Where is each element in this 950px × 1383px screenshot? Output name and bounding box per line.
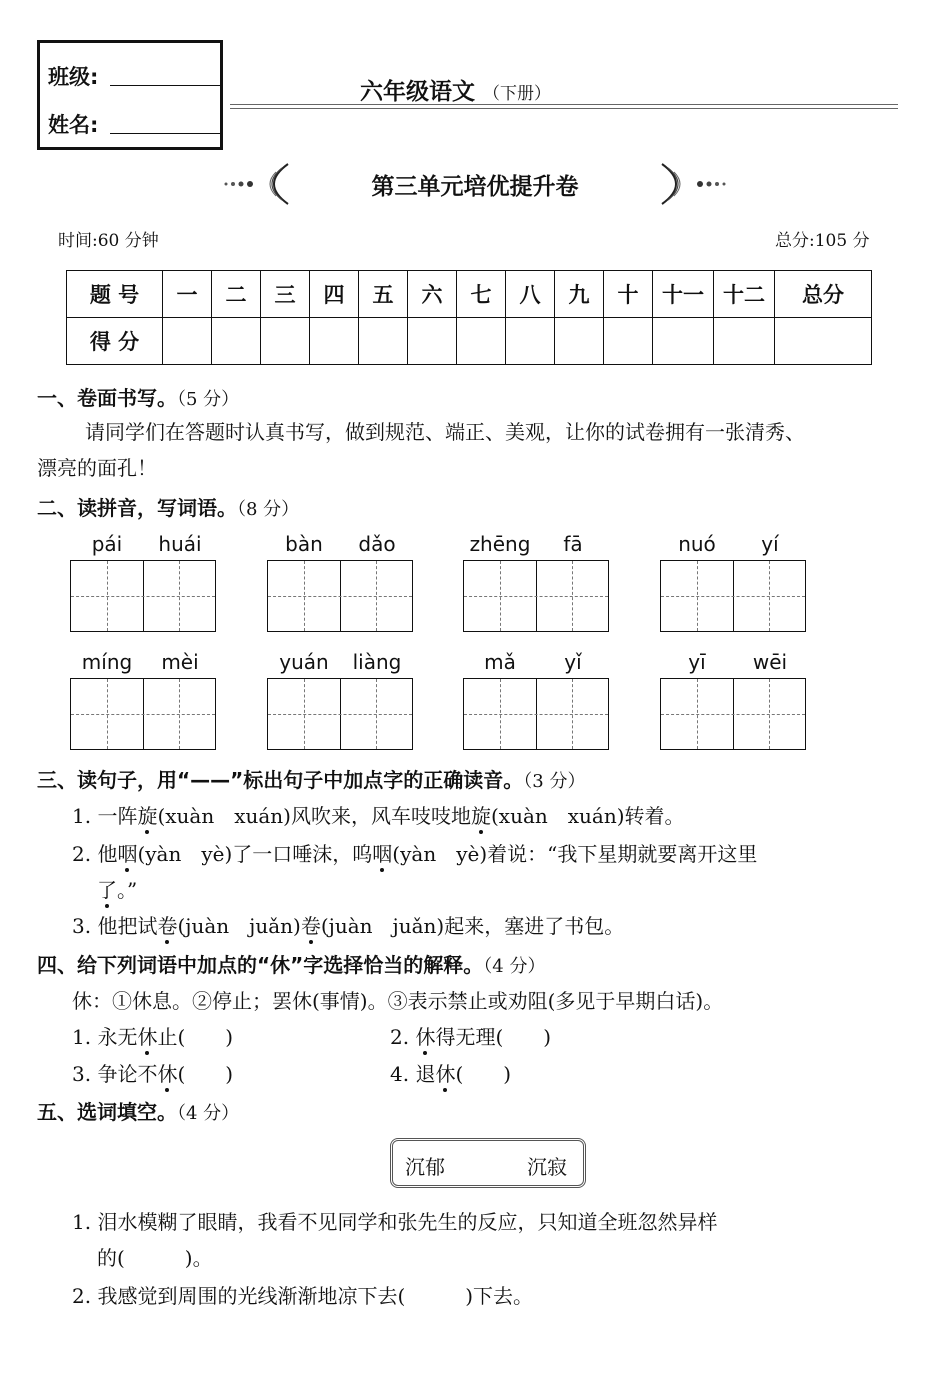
section-points: （8 分） bbox=[237, 499, 300, 520]
table-cell: 题 号 bbox=[67, 271, 163, 318]
sentence-text: 。” bbox=[117, 878, 138, 902]
unit-title: 第三单元培优提升卷 bbox=[371, 174, 579, 200]
score-blank[interactable] bbox=[457, 318, 506, 365]
pinyin-syllable: yǐ bbox=[564, 650, 582, 674]
table-cell: 一 bbox=[163, 271, 212, 318]
class-name-box bbox=[37, 40, 223, 150]
sentence-text: 1. 永无 bbox=[72, 1025, 138, 1049]
word-choice: 沉寂 bbox=[527, 1155, 567, 1179]
pinyin-syllable: pái bbox=[91, 532, 123, 556]
pinyin-syllable: nuó bbox=[678, 532, 716, 556]
pinyin-syllable: dǎo bbox=[358, 532, 396, 556]
title-subtitle: （下册） bbox=[483, 84, 551, 104]
answer-blank[interactable]: ( ) bbox=[455, 1062, 512, 1086]
question-5-1-cont[interactable]: 的( )。 bbox=[97, 1246, 213, 1270]
answer-blank[interactable]: ( ) bbox=[177, 1062, 234, 1086]
score-blank[interactable] bbox=[163, 318, 212, 365]
section-heading-text: 二、读拼音，写词语。 bbox=[37, 496, 237, 520]
question-3-2-cont bbox=[97, 874, 137, 903]
question-5-2[interactable]: 2. 我感觉到周围的光线渐渐地凉下去( )下去。 bbox=[72, 1284, 534, 1308]
time-limit: 时间:60 分钟 bbox=[58, 231, 159, 251]
pinyin-syllable: yī bbox=[688, 650, 706, 674]
word-choice-box bbox=[390, 1138, 586, 1188]
writing-grid[interactable] bbox=[267, 678, 413, 750]
writing-grid[interactable] bbox=[70, 560, 216, 632]
definition-text: 休：①休息。②停止；罢休(事情)。③表示禁止或劝阻(多见于早期白话)。 bbox=[72, 989, 724, 1013]
section-5-heading bbox=[37, 1096, 239, 1125]
pinyin-syllable: yuán bbox=[279, 650, 329, 674]
writing-grid[interactable] bbox=[660, 678, 806, 750]
score-table-score-row bbox=[67, 318, 872, 365]
answer-blank[interactable]: 止( ) bbox=[157, 1025, 234, 1049]
table-cell: 三 bbox=[261, 271, 310, 318]
score-blank[interactable] bbox=[310, 318, 359, 365]
question-4-4[interactable] bbox=[390, 1058, 511, 1087]
section-heading-text: 三、读句子，用“——”标出句子中加点字的正确读音。 bbox=[37, 768, 524, 792]
score-table-header-row bbox=[67, 271, 872, 318]
dotted-char: 咽 bbox=[372, 842, 393, 866]
question-3-2 bbox=[72, 838, 757, 867]
question-4-3[interactable] bbox=[72, 1058, 233, 1087]
section-points: （5 分） bbox=[177, 389, 240, 410]
writing-grid[interactable] bbox=[463, 560, 609, 632]
name-label: 姓名: bbox=[48, 113, 99, 137]
sentence-text[interactable]: (xuàn xuán)风吹来，风车吱吱地 bbox=[157, 804, 471, 828]
dotted-char: 了 bbox=[97, 878, 117, 902]
section-4-heading bbox=[37, 949, 545, 978]
section-1-text: 请同学们在答题时认真书写，做到规范、端正、美观，让你的试卷拥有一张清秀、 bbox=[85, 420, 805, 444]
total-score: 总分:105 分 bbox=[775, 231, 870, 251]
section-1-text: 漂亮的面孔！ bbox=[37, 456, 157, 480]
table-cell: 十 bbox=[604, 271, 653, 318]
table-cell: 九 bbox=[555, 271, 604, 318]
question-3-1 bbox=[72, 800, 685, 829]
pinyin-syllable: bàn bbox=[285, 532, 323, 556]
table-cell: 十二 bbox=[714, 271, 775, 318]
question-4-2[interactable] bbox=[390, 1021, 551, 1050]
sentence-text: 1. 一阵 bbox=[72, 804, 138, 828]
answer-blank[interactable]: 得无理( ) bbox=[435, 1025, 552, 1049]
table-cell: 总分 bbox=[775, 271, 872, 318]
writing-grid[interactable] bbox=[267, 560, 413, 632]
pinyin-syllable: liàng bbox=[352, 650, 402, 674]
sentence-text: 2. 他 bbox=[72, 842, 118, 866]
sentence-text[interactable]: (juàn juǎn)起来，塞进了书包。 bbox=[320, 914, 625, 938]
section-1-heading bbox=[37, 382, 239, 411]
section-3-heading bbox=[37, 764, 585, 793]
sentence-text: 3. 争论不 bbox=[72, 1062, 158, 1086]
table-cell: 四 bbox=[310, 271, 359, 318]
sentence-text[interactable]: (yàn yè)着说：“我下星期就要离开这里 bbox=[392, 842, 758, 866]
pinyin-syllable: míng bbox=[81, 650, 133, 674]
score-blank[interactable] bbox=[555, 318, 604, 365]
score-table bbox=[66, 270, 872, 365]
section-points: （4 分） bbox=[483, 956, 546, 977]
header-rule bbox=[230, 108, 898, 109]
pinyin-syllable: yí bbox=[761, 532, 779, 556]
sentence-text: 2. bbox=[390, 1025, 416, 1049]
title-text: 六年级语文 bbox=[360, 79, 475, 105]
section-points: （3 分） bbox=[523, 771, 586, 792]
class-label: 班级: bbox=[48, 65, 99, 89]
section-heading-text: 四、给下列词语中加点的“休”字选择恰当的解释。 bbox=[37, 953, 484, 977]
score-blank[interactable] bbox=[261, 318, 310, 365]
word-choice: 沉郁 bbox=[405, 1155, 445, 1179]
question-5-1: 1. 泪水模糊了眼睛，我看不见同学和张先生的反应，只知道全班忽然异样 bbox=[72, 1210, 718, 1234]
dotted-char: 卷 bbox=[300, 914, 321, 938]
dotted-char: 休 bbox=[137, 1025, 158, 1049]
score-blank[interactable] bbox=[359, 318, 408, 365]
question-4-1[interactable] bbox=[72, 1021, 233, 1050]
table-cell: 八 bbox=[506, 271, 555, 318]
score-blank[interactable] bbox=[506, 318, 555, 365]
question-3-3 bbox=[72, 910, 624, 939]
section-2-heading bbox=[37, 492, 299, 521]
class-blank[interactable] bbox=[110, 85, 220, 86]
score-blank[interactable] bbox=[212, 318, 261, 365]
pinyin-syllable: mǎ bbox=[484, 650, 516, 674]
pinyin-syllable: mèi bbox=[161, 650, 199, 674]
sentence-text[interactable]: (yàn yè)了一口唾沫，呜 bbox=[137, 842, 373, 866]
table-cell: 七 bbox=[457, 271, 506, 318]
dotted-char: 卷 bbox=[157, 914, 178, 938]
page-title bbox=[360, 73, 551, 106]
writing-grid[interactable] bbox=[463, 678, 609, 750]
sentence-text: 3. 他把试 bbox=[72, 914, 158, 938]
table-cell: 五 bbox=[359, 271, 408, 318]
score-blank[interactable] bbox=[653, 318, 714, 365]
pinyin-syllable: fā bbox=[563, 532, 583, 556]
score-blank[interactable] bbox=[408, 318, 457, 365]
table-cell: 六 bbox=[408, 271, 457, 318]
writing-grid[interactable] bbox=[660, 560, 806, 632]
section-heading-text: 五、选词填空。 bbox=[37, 1100, 177, 1124]
score-blank[interactable] bbox=[604, 318, 653, 365]
table-cell: 十一 bbox=[653, 271, 714, 318]
score-blank[interactable] bbox=[714, 318, 775, 365]
sentence-text: 4. 退 bbox=[390, 1062, 436, 1086]
sentence-text[interactable]: (xuàn xuán)转着。 bbox=[491, 804, 685, 828]
right-ornament-icon bbox=[648, 160, 728, 208]
pinyin-syllable: wēi bbox=[752, 650, 788, 674]
sentence-text[interactable]: (juàn juǎn) bbox=[177, 914, 301, 938]
score-blank[interactable] bbox=[775, 318, 872, 365]
dotted-char: 咽 bbox=[117, 842, 138, 866]
pinyin-syllable: zhēng bbox=[469, 532, 531, 556]
pinyin-syllable: huái bbox=[158, 532, 202, 556]
dotted-char: 休 bbox=[435, 1062, 456, 1086]
table-cell: 二 bbox=[212, 271, 261, 318]
dotted-char: 休 bbox=[415, 1025, 436, 1049]
writing-grid[interactable] bbox=[70, 678, 216, 750]
dotted-char: 旋 bbox=[137, 804, 158, 828]
header-rule bbox=[230, 104, 898, 105]
dotted-char: 休 bbox=[157, 1062, 178, 1086]
dotted-char: 旋 bbox=[471, 804, 491, 828]
name-blank[interactable] bbox=[110, 133, 220, 134]
section-points: （4 分） bbox=[177, 1103, 240, 1124]
section-heading-text: 一、卷面书写。 bbox=[37, 386, 177, 410]
table-cell: 得 分 bbox=[67, 318, 163, 365]
